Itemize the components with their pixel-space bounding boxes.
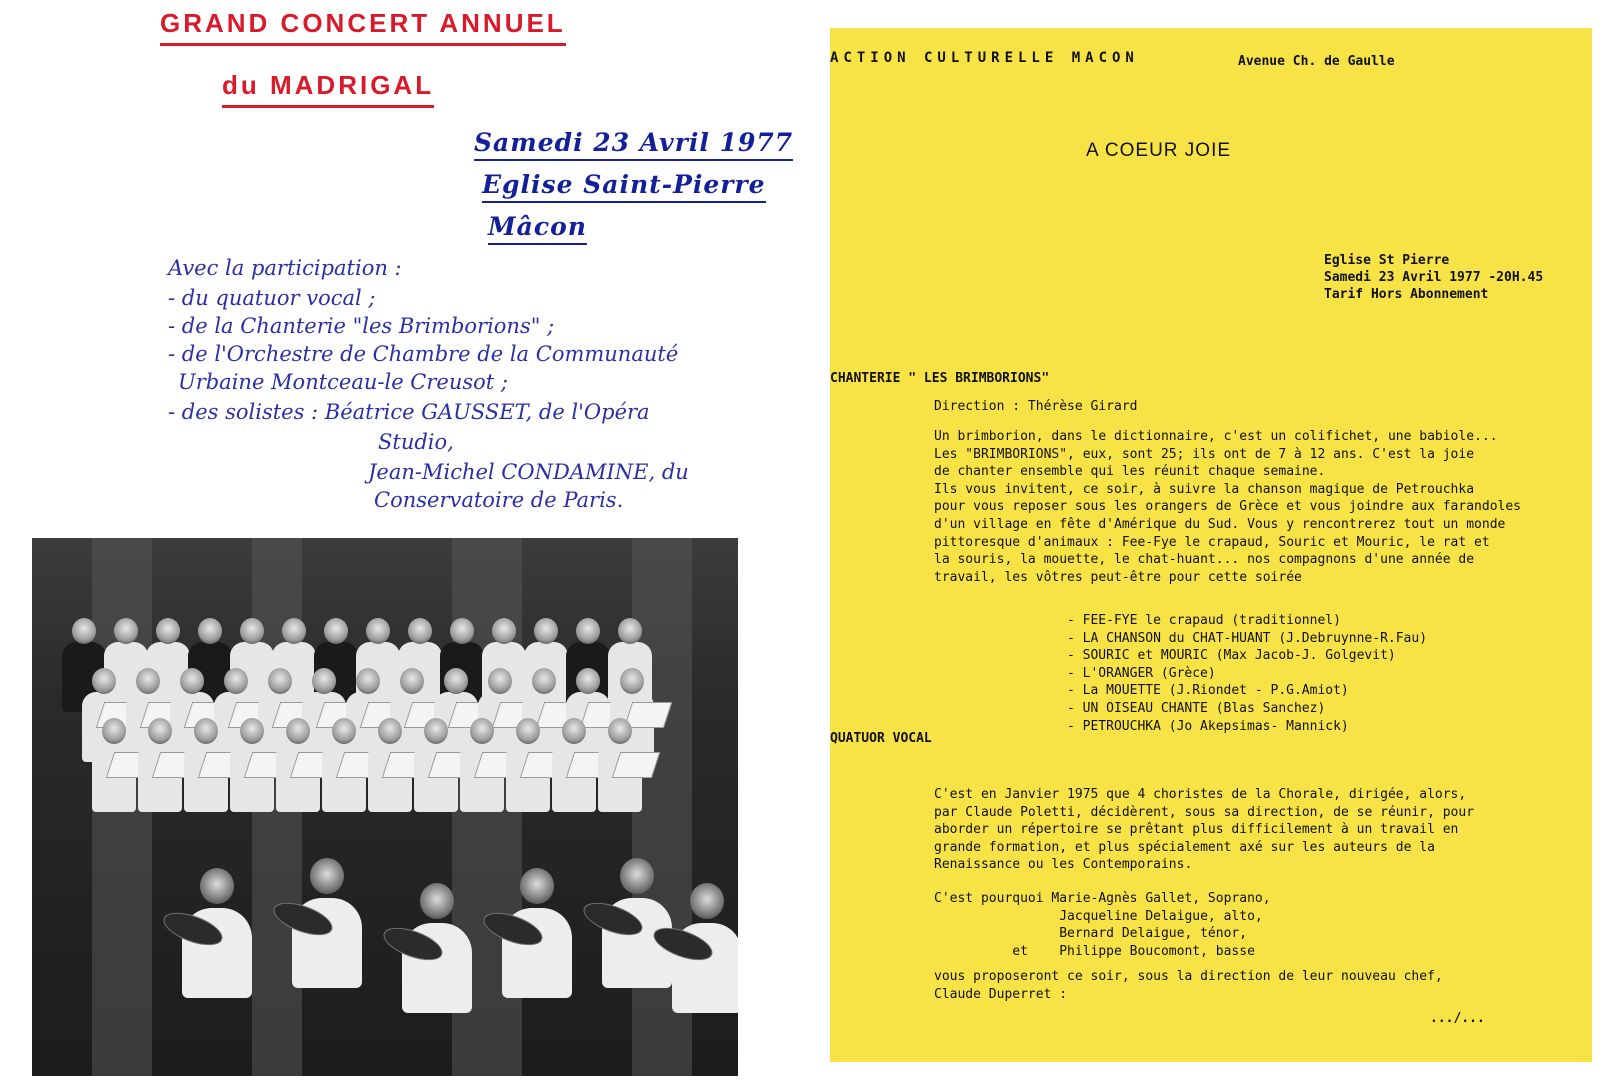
photo-shape [444, 668, 468, 694]
participation-line: - de la Chanterie "les Brimborions" ; [168, 314, 555, 338]
quatuor-text-line: C'est en Janvier 1975 que 4 choristes de la Chorale, dirigée, alors, [934, 787, 1467, 802]
photo-shape [488, 668, 512, 694]
chanterie-direction: Direction : Thérèse Girard [934, 399, 1138, 414]
chanterie-text-line: Ils vous invitent, ce soir, à suivre la chanson magique de Petrouchka [934, 481, 1475, 497]
concert-date: Samedi 23 Avril 1977 [474, 128, 793, 161]
photo-shape [612, 752, 660, 778]
photo-shape [332, 718, 356, 744]
photo-shape [576, 618, 600, 644]
photo-shape [240, 618, 264, 644]
song-item: - UN OISEAU CHANTE (Blas Sanchez) [1067, 701, 1326, 716]
event-venue: Eglise St Pierre [1324, 253, 1450, 268]
song-item: - FEE-FYE le crapaud (traditionnel) [1067, 613, 1341, 628]
closing-line: Claude Duperret : [934, 986, 1068, 1002]
photo-shape [224, 668, 248, 694]
quatuor-text-line: grande formation, et plus spécialement axé sur les auteurs de la [934, 839, 1435, 855]
photo-shape [620, 668, 644, 694]
quatuor-text-line: par Claude Poletti, décidèrent, sous sa direction, de se réunir, pour [934, 804, 1475, 820]
typed-program-page [830, 28, 1592, 1062]
photo-shape [450, 618, 474, 644]
photo-shape [156, 618, 180, 644]
song-item: - SOURIC et MOURIC (Max Jacob-J. Golgevit) [1067, 648, 1396, 664]
photo-shape [470, 718, 494, 744]
participation-line: Avec la participation : [168, 256, 402, 280]
photo-shape [72, 618, 96, 644]
photo-shape [92, 668, 116, 694]
photo-shape [608, 718, 632, 744]
photo-shape [618, 618, 642, 644]
participation-line: Conservatoire de Paris. [374, 488, 624, 512]
participation-line: Urbaine Montceau-le Creusot ; [178, 370, 508, 394]
quatuor-heading: QUATUOR VOCAL [830, 731, 932, 746]
photo-shape [194, 718, 218, 744]
organization-address: Avenue Ch. de Gaulle [1238, 54, 1395, 69]
chanterie-text-line: travail, les vôtres peut-être pour cette soirée [934, 569, 1302, 585]
member-line: Bernard Delaigue, ténor, [934, 926, 1248, 942]
participation-line: Studio, [378, 430, 454, 454]
photo-shape [114, 618, 138, 644]
photo-shape [180, 668, 204, 694]
photo-shape [324, 618, 348, 644]
photo-shape [624, 702, 672, 728]
photo-shape [492, 618, 516, 644]
chanterie-text-line: pour vous reposer sous les orangers de Grèce et vous joindre aux farandoles [934, 499, 1521, 515]
chanterie-text-line: d'un village en fête d'Amérique du Sud. Vous y rencontrerez tout un monde [934, 517, 1506, 532]
event-date-time: Samedi 23 Avril 1977 -20H.45 [1324, 270, 1544, 285]
photo-shape [198, 618, 222, 644]
member-line: C'est pourquoi Marie-Agnès Gallet, Soprano, [934, 891, 1271, 906]
event-tarif: Tarif Hors Abonnement [1324, 287, 1489, 302]
chanterie-heading: CHANTERIE " LES BRIMBORIONS" [830, 371, 1050, 386]
quatuor-text-line: Renaissance ou les Contemporains. [934, 857, 1193, 873]
photo-shape [286, 718, 310, 744]
chanterie-text-line: Les "BRIMBORIONS", eux, sont 25; ils ont de 7 à 12 ans. C'est la joie [934, 446, 1475, 462]
chanterie-text-line: de chanter ensemble qui les réunit chaque semaine. [934, 464, 1326, 480]
choir-photo [32, 538, 738, 1076]
photo-shape [576, 668, 600, 694]
photo-shape [268, 668, 292, 694]
program-title: A COEUR JOIE [1086, 140, 1232, 161]
chanterie-text-line: Un brimborion, dans le dictionnaire, c'est un colifichet, une babiole... [934, 429, 1498, 444]
concert-subtitle: du MADRIGAL [222, 70, 434, 108]
photo-shape [424, 718, 448, 744]
member-line: Jacqueline Delaigue, alto, [934, 908, 1263, 924]
song-item: - PETROUCHKA (Jo Akepsimas- Mannick) [1067, 718, 1349, 734]
photo-shape [240, 718, 264, 744]
song-item: - L'ORANGER (Grèce) [1067, 665, 1216, 681]
photo-shape [520, 868, 554, 904]
photo-shape [356, 668, 380, 694]
member-line: et Philippe Boucomont, basse [934, 943, 1255, 959]
participation-line: - du quatuor vocal ; [168, 286, 376, 310]
closing-line: vous proposeront ce soir, sous la direction de leur nouveau chef, [934, 969, 1443, 984]
photo-shape [400, 668, 424, 694]
chanterie-text-line: la souris, la mouette, le chat-huant... nos compagnons d'une année de [934, 552, 1475, 568]
photo-shape [690, 883, 724, 919]
song-item: - LA CHANSON du CHAT-HUANT (J.Debruynne-R.Fau) [1067, 630, 1428, 646]
organization-name: ACTION CULTURELLE MACON [830, 50, 1139, 66]
participation-line: - des solistes : Béatrice GAUSSET, de l'Opéra [168, 400, 650, 424]
continuation-mark: .../... [1430, 1011, 1485, 1026]
photo-shape [312, 668, 336, 694]
photo-shape [148, 718, 172, 744]
participation-line: - de l'Orchestre de Chambre de la Communauté [168, 342, 679, 366]
photo-shape [200, 868, 234, 904]
photo-shape [366, 618, 390, 644]
photo-shape [420, 883, 454, 919]
concert-title: GRAND CONCERT ANNUEL [160, 8, 566, 46]
song-item: - La MOUETTE (J.Riondet - P.G.Amiot) [1067, 683, 1349, 699]
photo-shape [102, 718, 126, 744]
quatuor-text-line: aborder un répertoire se prêtant plus difficilement à un travail en [934, 822, 1459, 838]
photo-shape [532, 668, 556, 694]
photo-shape [620, 858, 654, 894]
photo-shape [136, 668, 160, 694]
photo-shape [562, 718, 586, 744]
photo-shape [282, 618, 306, 644]
handwritten-page [0, 0, 800, 1080]
concert-city: Mâcon [488, 212, 587, 245]
photo-shape [516, 718, 540, 744]
photo-shape [534, 618, 558, 644]
photo-shape [378, 718, 402, 744]
chanterie-text-line: pittoresque d'animaux : Fee-Fye le crapaud, Souric et Mouric, le rat et [934, 534, 1490, 550]
participation-line: Jean-Michel CONDAMINE, du [368, 460, 689, 484]
photo-shape [408, 618, 432, 644]
photo-shape [310, 858, 344, 894]
concert-place: Eglise Saint-Pierre [482, 170, 766, 203]
